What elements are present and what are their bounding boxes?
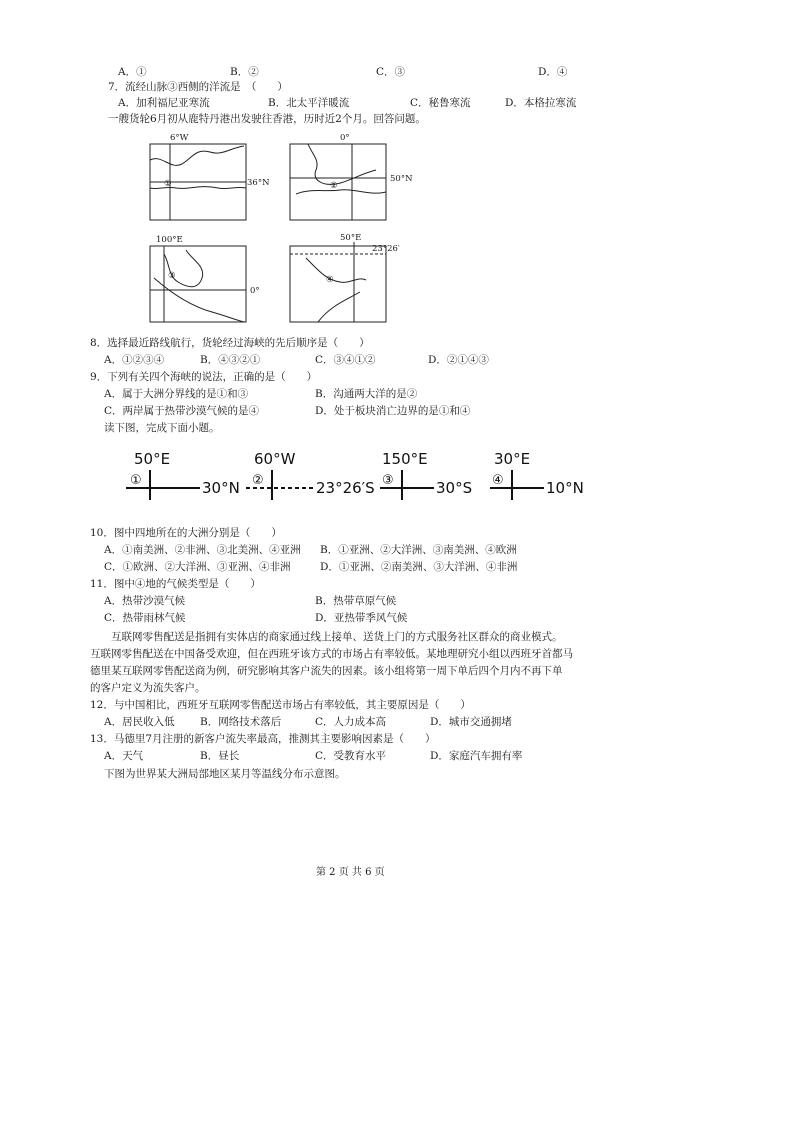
map1-mark: ①: [164, 179, 172, 189]
q6-option-a: A．①: [118, 66, 147, 78]
q12-option-b: B．网络技术落后: [200, 716, 282, 728]
q11-stem: 11．图中④地的气候类型是（ ）: [90, 578, 261, 590]
coord1-lon: 50°E: [134, 450, 171, 468]
map2-coast-fr: [296, 190, 386, 194]
coord2-lat: 23°26′S: [316, 479, 375, 497]
intro-isotherm-figure: 下图为世界某大洲局部地区某月等温线分布示意图。: [104, 768, 346, 780]
map3-lat-label: 0°: [250, 286, 260, 296]
map3-coast-sumatra: [154, 278, 244, 322]
q7-stem: 7．流经山脉③西侧的洋流是 （ ）: [108, 81, 288, 93]
map4-frame: [290, 246, 386, 322]
coord4-mark: ④: [492, 473, 504, 488]
q8-option-c: C．③④①②: [315, 354, 376, 366]
q6-option-b: B．②: [230, 66, 259, 78]
intro-strait-question: 一艘货轮6月初从鹿特丹港出发驶往香港，历时近2个月。回答问题。: [108, 113, 426, 125]
q6-option-c: C．③: [376, 66, 406, 78]
coord1-mark: ①: [130, 473, 142, 488]
coord3-mark: ③: [382, 473, 394, 488]
q13-option-b: B．昼长: [200, 750, 240, 762]
map2-mark: ②: [330, 181, 338, 191]
map3-mark: ③: [168, 271, 176, 281]
coord2-lon: 60°W: [254, 450, 296, 468]
map3-coast-malaya: [164, 250, 203, 287]
coord1-lat: 30°N: [202, 479, 240, 497]
q11-option-a: A．热带沙漠气候: [104, 595, 186, 607]
q11-option-b: B．热带草原气候: [315, 595, 397, 607]
q7-option-a: A．加利福尼亚寒流: [118, 97, 210, 109]
map1-lat-label: 36°N: [247, 178, 270, 188]
q13-option-d: D．家庭汽车拥有率: [430, 750, 523, 762]
coord3-lat: 30°S: [436, 479, 473, 497]
q12-option-c: C．人力成本高: [315, 716, 387, 728]
map4-coast-arabia: [306, 258, 366, 282]
q9-option-c: C．两岸属于热带沙漠气候的是④: [104, 405, 260, 417]
q12-option-a: A．居民收入低: [104, 716, 175, 728]
coord4-lat: 10°N: [546, 479, 584, 497]
q7-option-b: B．北太平洋暖流: [268, 97, 350, 109]
map2-lon-label: 0°: [340, 133, 350, 143]
q12-option-d: D．城市交通拥堵: [430, 716, 512, 728]
q11-option-d: D．亚热带季风气候: [315, 612, 408, 624]
passage-line-3: 德里某互联网零售配送商为例，研究影响其客户流失的因素。该小组将第一周下单后四个月内不再下单: [90, 665, 563, 677]
q11-option-c: C．热带雨林气候: [104, 612, 186, 624]
q10-option-c: C．①欧洲、②大洋洲、③亚洲、④非洲: [104, 561, 291, 573]
q10-option-d: D．①亚洲、②南美洲、③大洋洲、④非洲: [320, 561, 518, 573]
coord3-lon: 150°E: [382, 450, 428, 468]
q10-option-b: B．①亚洲、②大洋洲、③南美洲、④欧洲: [320, 544, 517, 556]
page-number-footer: 第 2 页 共 6 页: [316, 867, 385, 878]
map4-lat-label: 23°26′: [372, 244, 400, 254]
q10-option-a: A．①南美洲、②非洲、③北美洲、④亚洲: [104, 544, 301, 556]
passage-line-4: 的客户定义为流失客户。: [90, 682, 206, 694]
q8-option-b: B．④③②①: [200, 354, 261, 366]
q13-stem: 13．马德里7月注册的新客户流失率最高，推测其主要影响因素是（ ）: [90, 733, 436, 745]
q9-option-a: A．属于大洲分界线的是①和③: [104, 388, 249, 400]
q9-option-b: B．沟通两大洋的是②: [315, 388, 418, 400]
q7-option-c: C．秘鲁寒流: [410, 97, 471, 109]
coord2-mark: ②: [252, 473, 264, 488]
q13-option-a: A．天气: [104, 750, 144, 762]
map4-lon-label: 50°E: [340, 233, 362, 243]
q9-option-d: D．处于板块消亡边界的是①和④: [315, 405, 471, 417]
q8-option-d: D．②①④③: [428, 354, 489, 366]
passage-line-1: 互联网零售配送是指拥有实体店的商家通过线上接单、送货上门的方式服务社区群众的商业模式。: [90, 631, 563, 643]
q10-stem: 10．图中四地所在的大洲分别是（ ）: [90, 527, 282, 539]
q9-stem: 9．下列有关四个海峡的说法，正确的是（ ）: [90, 371, 318, 383]
q12-stem: 12．与中国相比，西班牙互联网零售配送市场占有率较低，其主要原因是（ ）: [90, 699, 471, 711]
q6-option-d: D．④: [538, 66, 568, 78]
map4-mark: ④: [326, 275, 334, 285]
q13-option-c: C．受教育水平: [315, 750, 387, 762]
map1-lon-label: 6°W: [170, 133, 189, 143]
q8-stem: 8．选择最近路线航行，货轮经过海峡的先后顺序是（ ）: [90, 337, 370, 349]
map2-lat-label: 50°N: [390, 174, 413, 184]
strait-maps-figure: [140, 130, 413, 340]
map2-frame: [290, 144, 386, 220]
coord4-lon: 30°E: [494, 450, 531, 468]
q7-option-d: D．本格拉寒流: [505, 97, 577, 109]
coordinate-figure: [120, 448, 600, 500]
map3-lon-label: 100°E: [156, 235, 183, 245]
intro-coordinate-figure: 读下图，完成下面小题。: [104, 422, 220, 434]
q8-option-a: A．①②③④: [104, 354, 165, 366]
map1-coast-north: [150, 146, 244, 165]
passage-line-2: 互联网零售配送在中国备受欢迎，但在西班牙该方式的市场占有率较低。某地理研究小组以西班牙首都马: [90, 648, 573, 660]
